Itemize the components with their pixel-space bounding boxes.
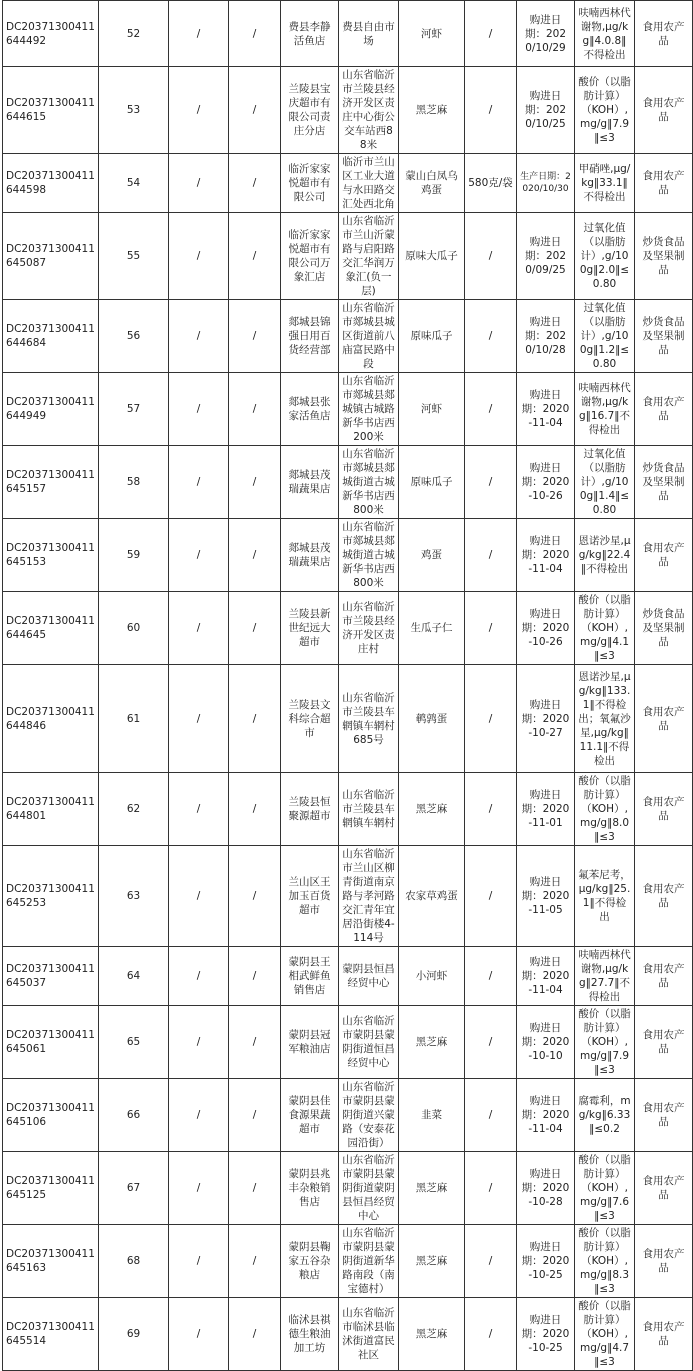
seller-address-cell: 山东省临沂市蒙阴县蒙阴街道兴蒙路（安泰花园沿街） — [339, 1079, 399, 1152]
table-row — [3, 1006, 693, 1079]
producer-name-cell: / — [169, 846, 229, 947]
serial-number-cell: 67 — [99, 1152, 169, 1225]
table-row — [3, 665, 693, 773]
table-row — [3, 846, 693, 947]
date-cell: 购进日期：2020-10-27 — [517, 665, 575, 773]
failed-item-cell: 酸价（以脂肪计算）（KOH）,mg/g‖7.6‖≤3 — [575, 1152, 635, 1225]
producer-address-cell: / — [229, 1, 281, 67]
failed-item-cell: 酸价（以脂肪计算）（KOH）,mg/g‖7.9‖≤3 — [575, 67, 635, 154]
seller-address-cell: 山东省临沂市兰山区柳青街道南京路与孝河路交汇青年宜居沿街楼4-114号 — [339, 846, 399, 947]
date-cell: 购进日期：2020-10-25 — [517, 1298, 575, 1371]
specification-cell: / — [465, 300, 517, 373]
producer-name-cell: / — [169, 947, 229, 1006]
failed-item-cell: 腐霉利，mg/kg‖6.33‖≤0.2 — [575, 1079, 635, 1152]
product-name-cell: 鹌鹑蛋 — [399, 665, 465, 773]
specification-cell: / — [465, 1, 517, 67]
table-row — [3, 1, 693, 67]
seller-address-cell: 山东省临沂市临沭县临沭街道富民社区 — [339, 1298, 399, 1371]
failed-item-cell: 呋喃西林代谢物,μg/kg‖4.0.8‖不得检出 — [575, 1, 635, 67]
specification-cell: / — [465, 373, 517, 446]
producer-address-cell: / — [229, 846, 281, 947]
category-cell: 炒货食品及坚果制品 — [635, 446, 693, 519]
producer-address-cell: / — [229, 1225, 281, 1298]
serial-number-cell: 63 — [99, 846, 169, 947]
seller-name-cell: 兰陵县宝庆超市有限公司责庄分店 — [281, 67, 339, 154]
serial-number-cell: 54 — [99, 154, 169, 213]
specification-cell: / — [465, 67, 517, 154]
inspection-results-table — [2, 0, 693, 1371]
category-cell: 食用农产品 — [635, 665, 693, 773]
sample-code-cell: DC20371300411645153 — [3, 519, 99, 592]
seller-address-cell: 山东省临沂市兰山沂蒙路与启阳路交汇华润万象汇(负一层) — [339, 213, 399, 300]
product-name-cell: 黑芝麻 — [399, 1298, 465, 1371]
sample-code-cell: DC20371300411645157 — [3, 446, 99, 519]
product-name-cell: 黑芝麻 — [399, 1006, 465, 1079]
seller-name-cell: 郯城县张家活鱼店 — [281, 373, 339, 446]
specification-cell: 580克/袋 — [465, 154, 517, 213]
failed-item-cell: 恩诺沙星,μg/kg‖133.1‖不得检出；氧氟沙星,μg/kg‖11.1‖不得检出 — [575, 665, 635, 773]
producer-name-cell: / — [169, 1079, 229, 1152]
product-name-cell: 原味大瓜子 — [399, 213, 465, 300]
serial-number-cell: 56 — [99, 300, 169, 373]
sample-code-cell: DC20371300411644645 — [3, 592, 99, 665]
date-cell: 购进日期：2020-10-28 — [517, 1152, 575, 1225]
specification-cell: / — [465, 773, 517, 846]
producer-address-cell: / — [229, 1298, 281, 1371]
product-name-cell: 河虾 — [399, 373, 465, 446]
serial-number-cell: 62 — [99, 773, 169, 846]
product-name-cell: 小河虾 — [399, 947, 465, 1006]
producer-address-cell: / — [229, 373, 281, 446]
seller-name-cell: 兰陵县新世纪远大超市 — [281, 592, 339, 665]
sample-code-cell: DC20371300411644846 — [3, 665, 99, 773]
sample-code-cell: DC20371300411644949 — [3, 373, 99, 446]
seller-address-cell: 山东省临沂市蒙阴县蒙阴街道新华路南段（南宝德村） — [339, 1225, 399, 1298]
seller-name-cell: 郯城县茂瑞蔬果店 — [281, 519, 339, 592]
category-cell: 食用农产品 — [635, 1006, 693, 1079]
serial-number-cell: 52 — [99, 1, 169, 67]
specification-cell: / — [465, 1152, 517, 1225]
failed-item-cell: 甲硝唑,μg/kg‖33.1‖不得检出 — [575, 154, 635, 213]
sample-code-cell: DC20371300411644598 — [3, 154, 99, 213]
producer-address-cell: / — [229, 519, 281, 592]
producer-address-cell: / — [229, 1006, 281, 1079]
producer-name-cell: / — [169, 1152, 229, 1225]
category-cell: 炒货食品及坚果制品 — [635, 592, 693, 665]
serial-number-cell: 60 — [99, 592, 169, 665]
category-cell: 食用农产品 — [635, 519, 693, 592]
producer-name-cell: / — [169, 67, 229, 154]
sample-code-cell: DC20371300411644615 — [3, 67, 99, 154]
producer-address-cell: / — [229, 665, 281, 773]
producer-name-cell: / — [169, 154, 229, 213]
failed-item-cell: 酸价（以脂肪计算）（KOH）,mg/g‖8.0‖≤3 — [575, 773, 635, 846]
table-row — [3, 773, 693, 846]
seller-name-cell: 兰陵县恒聚源超市 — [281, 773, 339, 846]
table-row — [3, 213, 693, 300]
seller-name-cell: 临沂家家悦超市有限公司 — [281, 154, 339, 213]
table-row — [3, 154, 693, 213]
date-cell: 购进日期：2020-10-25 — [517, 1225, 575, 1298]
seller-name-cell: 蒙阴县王相武鲜鱼销售店 — [281, 947, 339, 1006]
seller-address-cell: 山东省临沂市蒙阴县蒙阴街道蒙阴县恒昌经贸中心 — [339, 1152, 399, 1225]
date-cell: 购进日期：2020/10/28 — [517, 300, 575, 373]
seller-name-cell: 兰陵县文科综合超市 — [281, 665, 339, 773]
category-cell: 食用农产品 — [635, 947, 693, 1006]
category-cell: 食用农产品 — [635, 67, 693, 154]
table-body — [3, 1, 693, 1371]
serial-number-cell: 55 — [99, 213, 169, 300]
date-cell: 购进日期：2020-11-04 — [517, 1079, 575, 1152]
producer-name-cell: / — [169, 592, 229, 665]
product-name-cell: 韭菜 — [399, 1079, 465, 1152]
sample-code-cell: DC20371300411644684 — [3, 300, 99, 373]
seller-address-cell: 山东省临沂市兰陵县车辋镇车辋村685号 — [339, 665, 399, 773]
sample-code-cell: DC20371300411645037 — [3, 947, 99, 1006]
failed-item-cell: 过氧化值（以脂肪计）,g/100g‖1.4‖≤0.80 — [575, 446, 635, 519]
seller-name-cell: 临沭县祺德生粮油加工坊 — [281, 1298, 339, 1371]
date-cell: 购进日期：2020-11-05 — [517, 846, 575, 947]
seller-name-cell: 郯城县锦强日用百货经营部 — [281, 300, 339, 373]
failed-item-cell: 呋喃西林代谢物,μg/kg‖27.7‖不得检出 — [575, 947, 635, 1006]
producer-name-cell: / — [169, 773, 229, 846]
seller-address-cell: 费县自由市场 — [339, 1, 399, 67]
failed-item-cell: 呋喃西林代谢物,μg/kg‖16.7‖不得检出 — [575, 373, 635, 446]
producer-name-cell: / — [169, 1225, 229, 1298]
product-name-cell: 原味瓜子 — [399, 446, 465, 519]
date-cell: 购进日期：2020-10-26 — [517, 446, 575, 519]
serial-number-cell: 64 — [99, 947, 169, 1006]
sample-code-cell: DC20371300411645125 — [3, 1152, 99, 1225]
producer-address-cell: / — [229, 154, 281, 213]
seller-address-cell: 山东省临沂市郯城县城区街道前八庙富民路中段 — [339, 300, 399, 373]
date-cell: 购进日期：2020-11-04 — [517, 519, 575, 592]
category-cell: 食用农产品 — [635, 373, 693, 446]
sample-code-cell: DC20371300411645106 — [3, 1079, 99, 1152]
specification-cell: / — [465, 1079, 517, 1152]
seller-address-cell: 临沂市兰山区工业大道与水田路交汇处西北角 — [339, 154, 399, 213]
date-cell: 购进日期：2020-11-04 — [517, 947, 575, 1006]
specification-cell: / — [465, 592, 517, 665]
producer-address-cell: / — [229, 1079, 281, 1152]
seller-name-cell: 蒙阴县鞠家五谷杂粮店 — [281, 1225, 339, 1298]
serial-number-cell: 61 — [99, 665, 169, 773]
sample-code-cell: DC20371300411644492 — [3, 1, 99, 67]
producer-name-cell: / — [169, 1006, 229, 1079]
producer-address-cell: / — [229, 213, 281, 300]
date-cell: 购进日期：2020-10-10 — [517, 1006, 575, 1079]
seller-address-cell: 山东省临沂市兰陵县车辋镇车辋村 — [339, 773, 399, 846]
date-cell: 购进日期：2020-11-04 — [517, 373, 575, 446]
table-row — [3, 519, 693, 592]
producer-name-cell: / — [169, 665, 229, 773]
producer-name-cell: / — [169, 213, 229, 300]
seller-name-cell: 蒙阴县佳食源果蔬超市 — [281, 1079, 339, 1152]
serial-number-cell: 59 — [99, 519, 169, 592]
sample-code-cell: DC20371300411645163 — [3, 1225, 99, 1298]
sample-code-cell: DC20371300411645514 — [3, 1298, 99, 1371]
specification-cell: / — [465, 947, 517, 1006]
failed-item-cell: 酸价（以脂肪计算）（KOH）,mg/g‖4.1‖≤3 — [575, 592, 635, 665]
seller-address-cell: 山东省临沂市兰陵县经济开发区责庄村 — [339, 592, 399, 665]
product-name-cell: 生瓜子仁 — [399, 592, 465, 665]
product-name-cell: 河虾 — [399, 1, 465, 67]
date-cell: 购进日期：2020-10-26 — [517, 592, 575, 665]
specification-cell: / — [465, 846, 517, 947]
seller-name-cell: 临沂家家悦超市有限公司万象汇店 — [281, 213, 339, 300]
category-cell: 炒货食品及坚果制品 — [635, 213, 693, 300]
seller-address-cell: 山东省临沂市蒙阴县蒙阴街道恒昌经贸中心 — [339, 1006, 399, 1079]
sample-code-cell: DC20371300411645087 — [3, 213, 99, 300]
table-row — [3, 373, 693, 446]
category-cell: 食用农产品 — [635, 1152, 693, 1225]
specification-cell: / — [465, 665, 517, 773]
sample-code-cell: DC20371300411645061 — [3, 1006, 99, 1079]
category-cell: 食用农产品 — [635, 773, 693, 846]
category-cell: 食用农产品 — [635, 846, 693, 947]
specification-cell: / — [465, 1298, 517, 1371]
specification-cell: / — [465, 519, 517, 592]
seller-name-cell: 郯城县茂瑞蔬果店 — [281, 446, 339, 519]
producer-address-cell: / — [229, 947, 281, 1006]
product-name-cell: 黑芝麻 — [399, 1152, 465, 1225]
failed-item-cell: 酸价（以脂肪计算）（KOH）,mg/g‖8.3‖≤3 — [575, 1225, 635, 1298]
producer-name-cell: / — [169, 373, 229, 446]
seller-name-cell: 蒙阴县兆丰杂粮销售店 — [281, 1152, 339, 1225]
failed-item-cell: 过氧化值（以脂肪计）,g/100g‖1.2‖≤0.80 — [575, 300, 635, 373]
table-row — [3, 300, 693, 373]
sample-code-cell: DC20371300411645253 — [3, 846, 99, 947]
failed-item-cell: 恩诺沙星,μg/kg‖22.4‖不得检出 — [575, 519, 635, 592]
producer-name-cell: / — [169, 1, 229, 67]
table-row — [3, 67, 693, 154]
seller-address-cell: 山东省临沂市兰陵县经济开发区责庄中心街公交车站西88米 — [339, 67, 399, 154]
seller-name-cell: 费县李静活鱼店 — [281, 1, 339, 67]
seller-address-cell: 山东省临沂市郯城县郯城镇古城路新华书店西200米 — [339, 373, 399, 446]
seller-address-cell: 蒙阴县恒昌经贸中心 — [339, 947, 399, 1006]
producer-address-cell: / — [229, 773, 281, 846]
serial-number-cell: 66 — [99, 1079, 169, 1152]
failed-item-cell: 过氧化值（以脂肪计）,g/100g‖2.0‖≤0.80 — [575, 213, 635, 300]
table-row — [3, 947, 693, 1006]
specification-cell: / — [465, 1006, 517, 1079]
date-cell: 购进日期：2020/10/29 — [517, 1, 575, 67]
table-row — [3, 1225, 693, 1298]
category-cell: 食用农产品 — [635, 1079, 693, 1152]
table-row — [3, 1079, 693, 1152]
product-name-cell: 农家草鸡蛋 — [399, 846, 465, 947]
date-cell: 购进日期：2020/09/25 — [517, 213, 575, 300]
product-name-cell: 蒙山白凤乌鸡蛋 — [399, 154, 465, 213]
seller-address-cell: 山东省临沂市郯城县郯城街道古城新华书店西800米 — [339, 446, 399, 519]
serial-number-cell: 68 — [99, 1225, 169, 1298]
failed-item-cell: 酸价（以脂肪计算）（KOH）,mg/g‖7.9‖≤3 — [575, 1006, 635, 1079]
producer-name-cell: / — [169, 1298, 229, 1371]
product-name-cell: 黑芝麻 — [399, 67, 465, 154]
producer-address-cell: / — [229, 300, 281, 373]
date-cell: 购进日期：2020-11-01 — [517, 773, 575, 846]
category-cell: 食用农产品 — [635, 1, 693, 67]
product-name-cell: 黑芝麻 — [399, 1225, 465, 1298]
seller-name-cell: 蒙阴县冠军粮油店 — [281, 1006, 339, 1079]
sample-code-cell: DC20371300411644801 — [3, 773, 99, 846]
date-cell: 购进日期：2020/10/25 — [517, 67, 575, 154]
specification-cell: / — [465, 446, 517, 519]
producer-address-cell: / — [229, 67, 281, 154]
failed-item-cell: 酸价（以脂肪计算）（KOH）,mg/g‖4.7‖≤3 — [575, 1298, 635, 1371]
serial-number-cell: 57 — [99, 373, 169, 446]
specification-cell: / — [465, 1225, 517, 1298]
serial-number-cell: 58 — [99, 446, 169, 519]
category-cell: 食用农产品 — [635, 1225, 693, 1298]
serial-number-cell: 69 — [99, 1298, 169, 1371]
table-row — [3, 1298, 693, 1371]
table-row — [3, 1152, 693, 1225]
seller-address-cell: 山东省临沂市郯城县郯城街道古城新华书店西800米 — [339, 519, 399, 592]
product-name-cell: 黑芝麻 — [399, 773, 465, 846]
category-cell: 炒货食品及坚果制品 — [635, 300, 693, 373]
specification-cell: / — [465, 213, 517, 300]
producer-name-cell: / — [169, 519, 229, 592]
producer-address-cell: / — [229, 1152, 281, 1225]
producer-address-cell: / — [229, 592, 281, 665]
seller-name-cell: 兰山区王加玉百货超市 — [281, 846, 339, 947]
producer-name-cell: / — [169, 446, 229, 519]
product-name-cell: 鸡蛋 — [399, 519, 465, 592]
producer-name-cell: / — [169, 300, 229, 373]
failed-item-cell: 氟苯尼考，μg/kg‖25.1‖不得检出 — [575, 846, 635, 947]
producer-address-cell: / — [229, 446, 281, 519]
date-cell: 生产日期：2020/10/30 — [517, 154, 575, 213]
category-cell: 食用农产品 — [635, 1298, 693, 1371]
table-row — [3, 446, 693, 519]
serial-number-cell: 53 — [99, 67, 169, 154]
serial-number-cell: 65 — [99, 1006, 169, 1079]
table-row — [3, 592, 693, 665]
category-cell: 食用农产品 — [635, 154, 693, 213]
product-name-cell: 原味瓜子 — [399, 300, 465, 373]
